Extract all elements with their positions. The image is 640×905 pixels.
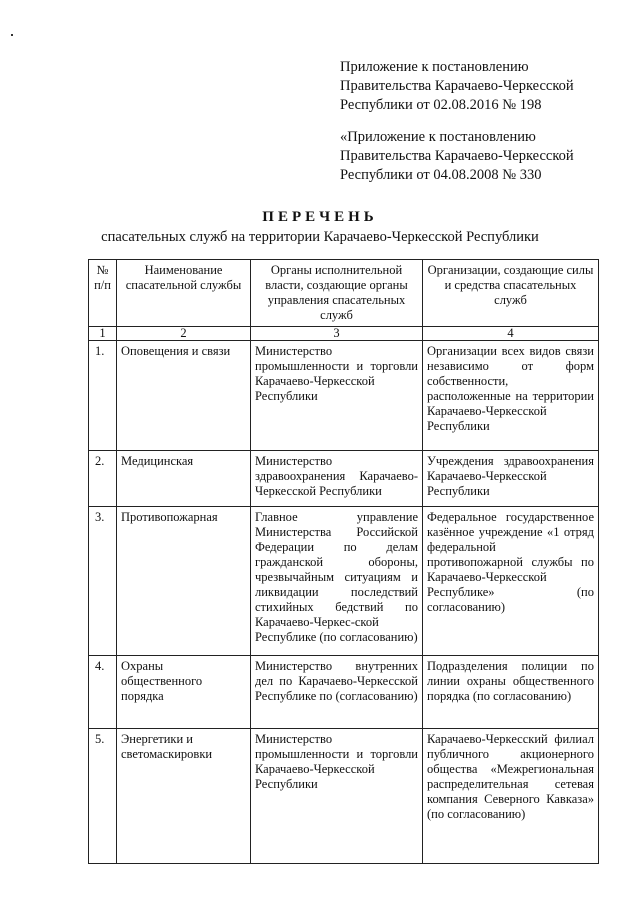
table-row	[89, 341, 599, 451]
authority-cell: Министерство промышленности и торговли Карачаево-Черкесской Республики	[251, 729, 423, 864]
table-row	[89, 451, 599, 507]
column-number: 3	[251, 327, 423, 341]
organizations-cell: Подразделения полиции по линии охраны общественного порядка (по согласованию)	[423, 656, 599, 729]
column-number: 2	[117, 327, 251, 341]
column-number: 4	[423, 327, 599, 341]
row-number: 1.	[89, 341, 117, 451]
table-row	[89, 656, 599, 729]
header-cell-service: Наименование спасательной службы	[117, 260, 251, 327]
service-name: Оповещения и связи	[117, 341, 251, 451]
header-line: Республики от 04.08.2008 № 330	[340, 167, 542, 183]
service-name: Охраны общественного порядка	[117, 656, 251, 729]
authority-cell: Главное управление Министерства Российской Федерации по делам гражданской обороны, чрезвычайным ситуациям и ликвидации последствий стихийных бедствий по Карачаево-Черкес-ской Республике (по согласованию)	[251, 507, 423, 656]
header-cell-number: № п/п	[89, 260, 117, 327]
authority-cell: Министерство внутренних дел по Карачаево-Черкесской Республике по (согласованию)	[251, 656, 423, 729]
header-appendix-original	[340, 128, 574, 185]
table-row	[89, 729, 599, 864]
header-line: «Приложение к постановлению	[340, 129, 536, 145]
header-line: Правительства Карачаево-Черкесской	[340, 78, 574, 94]
table-header-row	[89, 260, 599, 327]
document-subtitle: спасательных служб на территории Карачаево-Черкесской Республики	[101, 229, 539, 245]
authority-cell: Министерство промышленности и торговли Карачаево-Черкесской Республики	[251, 341, 423, 451]
row-number: 3.	[89, 507, 117, 656]
header-cell-authority: Органы исполнительной власти, создающие органы управления спасательных служб	[251, 260, 423, 327]
column-numbers-row	[89, 327, 599, 341]
service-name: Энергетики и светомаскировки	[117, 729, 251, 864]
header-line: Республики от 02.08.2016 № 198	[340, 97, 542, 113]
organizations-cell: Федеральное государственное казённое учреждение «1 отряд федеральной противопожарной службы по Карачаево-Черкесской Республике» (по согласованию)	[423, 507, 599, 656]
row-number: 4.	[89, 656, 117, 729]
authority-cell: Министерство здравоохранения Карачаево-Черкесской Республики	[251, 451, 423, 507]
organizations-cell: Организации всех видов связи независимо от форм собственности, расположенные на территории Карачаево-Черкесской Республики	[423, 341, 599, 451]
table-row	[89, 507, 599, 656]
row-number: 5.	[89, 729, 117, 864]
service-name: Медицинская	[117, 451, 251, 507]
header-line: Приложение к постановлению	[340, 59, 529, 75]
header-line: Правительства Карачаево-Черкесской	[340, 148, 574, 164]
scan-speck	[11, 34, 13, 36]
organizations-cell: Учреждения здравоохранения Карачаево-Черкесской Республики	[423, 451, 599, 507]
column-number: 1	[89, 327, 117, 341]
document-title: ПЕРЕЧЕНЬ	[262, 209, 378, 225]
service-name: Противопожарная	[117, 507, 251, 656]
organizations-cell: Карачаево-Черкесский филиал публичного акционерного общества «Межрегиональная распределительная сетевая компания Северного Кавказа» (по согласованию)	[423, 729, 599, 864]
row-number: 2.	[89, 451, 117, 507]
header-appendix-current	[340, 58, 574, 115]
header-cell-organizations: Организации, создающие силы и средства спасательных служб	[423, 260, 599, 327]
rescue-services-table	[88, 259, 599, 864]
